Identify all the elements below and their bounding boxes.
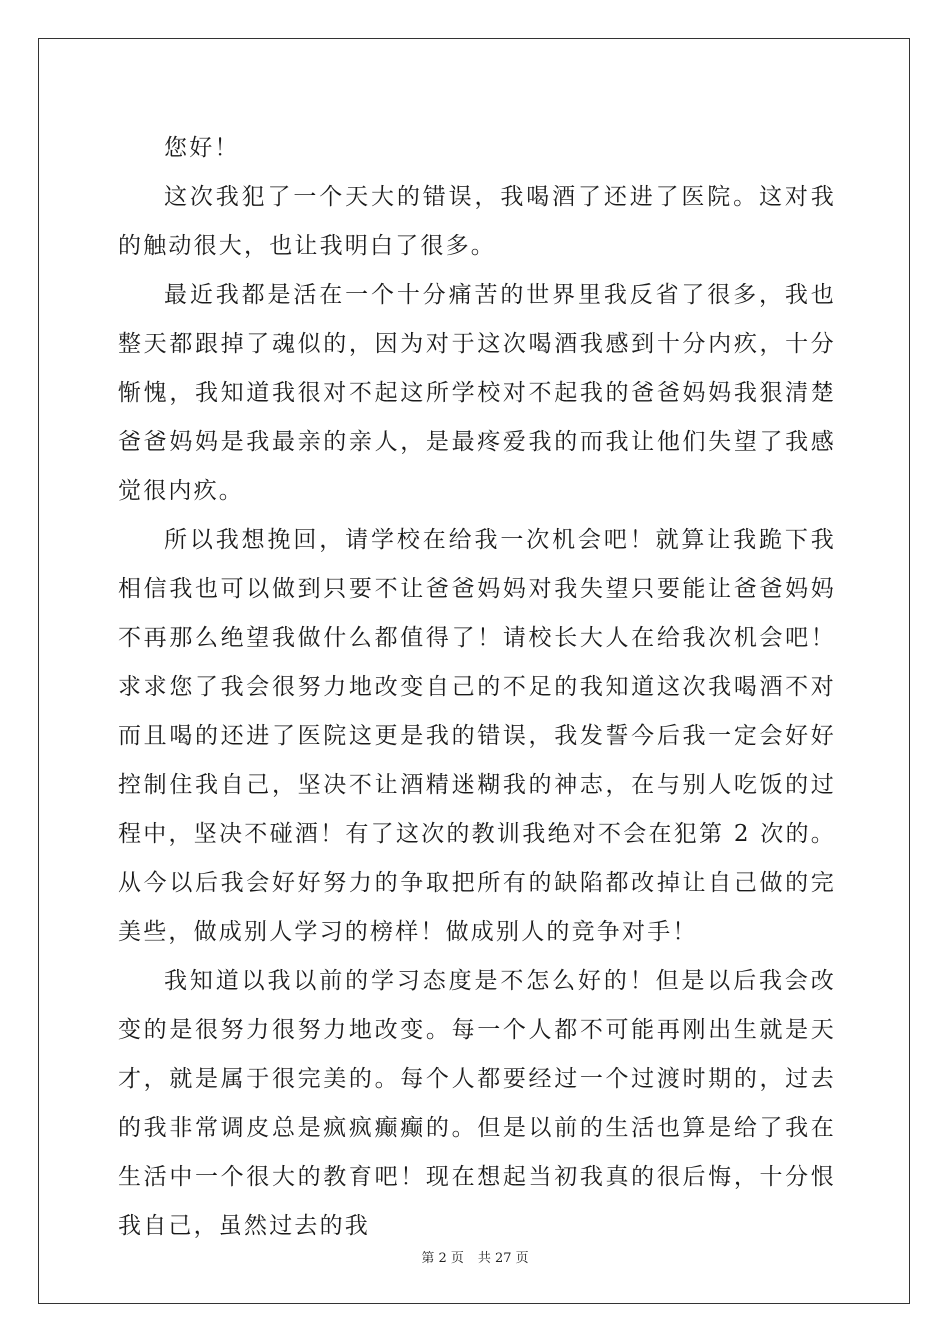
page-total: 共 27 页: [477, 1251, 529, 1266]
paragraph-3: 所以我想挽回，请学校在给我一次机会吧！就算让我跪下我相信我也可以做到只要不让爸爸妈妈对我失望只要能让爸爸妈妈不再那么绝望我做什么都值得了！请校长大人在给我次机会吧！求求您了我会很努力地改变自己的不足的我知道这次我喝酒不对而且喝的还进了医院这更是我的错误，我发誓今后我一定会好好控制住我自己，坚决不让酒精迷糊我的神志，在与别人吃饭的过程中，坚决不碰酒！有了这次的教训我绝对不会在犯第 2 次的。从今以后我会好好努力的争取把所有的缺陷都改掉让自己做的完美些，做成别人学习的榜样！做成别人的竞争对手！: [118, 527, 836, 945]
document-body: [118, 124, 836, 1251]
paragraph-greeting: 您好！: [164, 135, 240, 161]
paragraph-2: 最近我都是活在一个十分痛苦的世界里我反省了很多，我也整天都跟掉了魂似的，因为对于这次喝酒我感到十分内疚，十分惭愧，我知道我很对不起这所学校对不起我的爸爸妈妈我狠清楚爸爸妈妈是我最亲的亲人，是最疼爱我的而我让他们失望了我感觉很内疚。: [118, 282, 836, 504]
paragraph-1: 这次我犯了一个天大的错误，我喝酒了还进了医院。这对我的触动很大，也让我明白了很多。: [118, 184, 836, 259]
page-footer: [0, 1247, 950, 1266]
paragraph-4: 我知道以我以前的学习态度是不怎么好的！但是以后我会改变的是很努力很努力地改变。每一个人都不可能再刚出生就是天才，就是属于很完美的。每个人都要经过一个过渡时期的，过去的我非常调皮总是疯疯癫癫的。但是以前的生活也算是给了我在生活中一个很大的教育吧！现在想起当初我真的很后悔，十分恨我自己，虽然过去的我: [118, 968, 836, 1239]
page-number: 第 2 页: [421, 1251, 464, 1266]
